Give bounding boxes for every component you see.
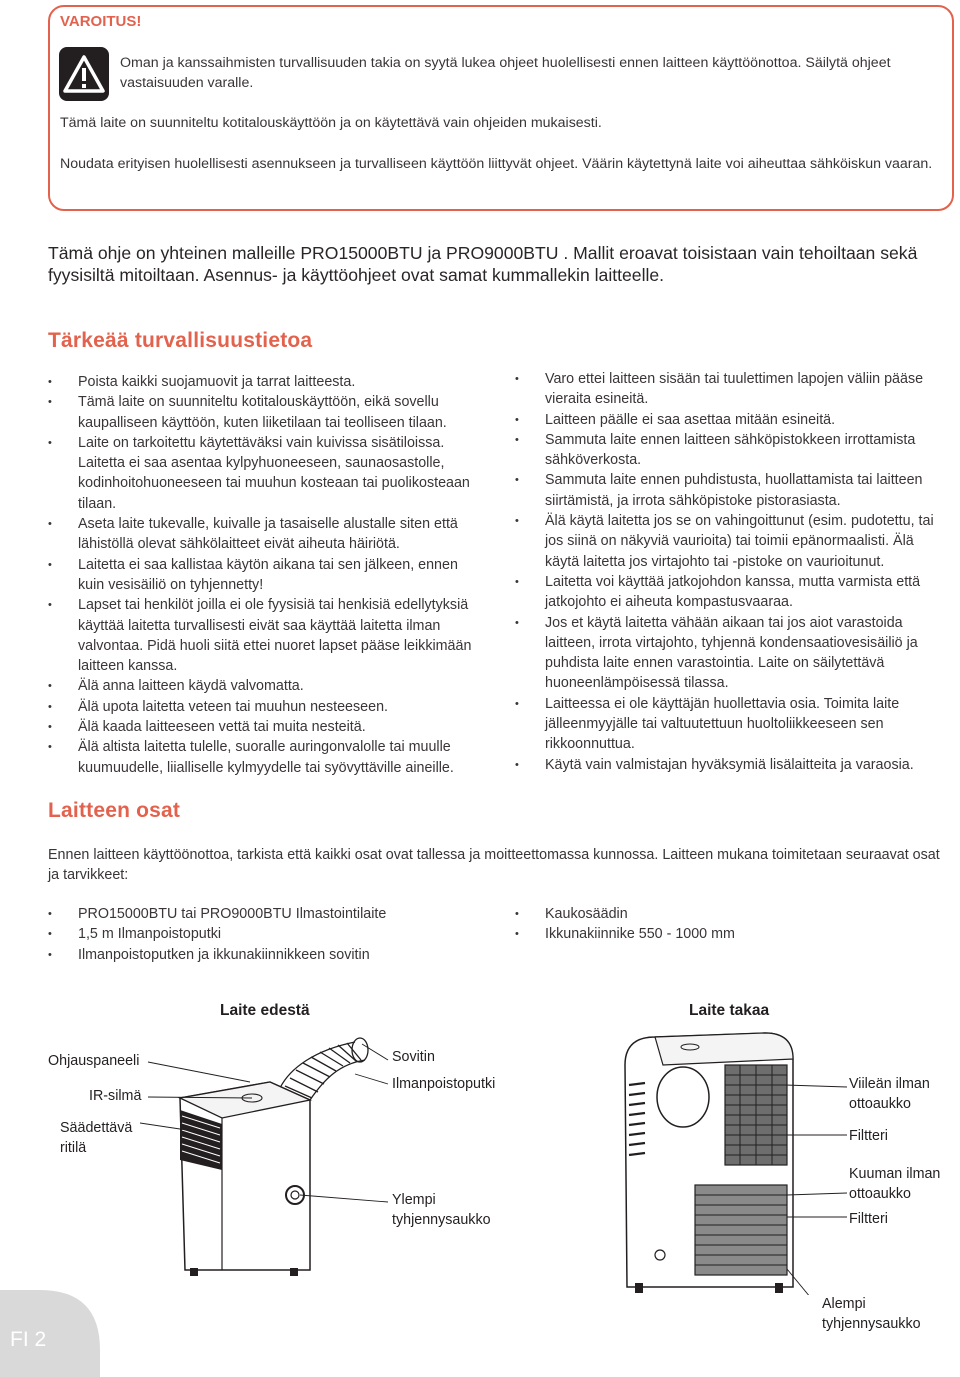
list-item: • Laite on tarkoitettu käytettäväksi vain kuivissa sisätiloissa. Laitetta ei saa asentaa kylpyhuoneeseen, saunaosastolle, kodinhoitohuoneeseen tai muuhun kosteaan tai puolikosteaan tilaan. [48,433,484,514]
parts-intro: Ennen laitteen käyttöönottoa, tarkista että kaikki osat ovat tallessa ja moitteettomassa kunnossa. Laitteen mukana toimitetaan seuraavat osat ja tarvikkeet: [48,847,940,883]
label-lower-drain: Alempi tyhjennysaukko [822,1296,921,1332]
parts-list-right [515,904,935,945]
label-filter-1: Filtteri [849,1128,888,1144]
list-item: • Ilmanpoistoputken ja ikkunakiinnikkeen sovitin [48,945,488,965]
list-item: • Varo ettei laitteen sisään tai tuulettimen lapojen väliin pääse vieraita esineitä. [515,369,940,410]
warning-paragraph-2: Tämä laite on suunniteltu kotitalouskäyttöön ja on käytettävä vain ohjeiden mukaisesti. [60,115,602,131]
list-item: • Aseta laite tukevalle, kuivalle ja tasaiselle alustalle siten että lähistöllä olevat sähkölaitteet eivät aiheuta häiriötä. [48,514,484,555]
label-upper-drain: Ylempi tyhjennysaukko [392,1192,491,1228]
list-item: • Älä altista laitetta tulelle, suoralle auringonvalolle tai muulle kuumuudelle, liialliselle kylmyydelle tai syövyttäville aineille. [48,737,484,757]
front-unit-illustration [140,1020,400,1280]
list-item: • Jos et käytä laitetta vähään aikaan tai jos aiot varastoida laitteen, irrota virtajohto, tyhjennä kondensaatiovesisäiliö ja puhdista laite ennen varastointia. Laite on säilytettävä huoneenlämpöisessä tilassa. [515,613,940,694]
back-unit-illustration [615,1025,855,1295]
list-item: • 1,5 m Ilmanpoistoputki [48,924,488,944]
warning-title: VAROITUS! [60,13,142,30]
intro-paragraph: Tämä ohje on yhteinen malleille PRO15000BTU ja PRO9000BTU . Mallit eroavat toisistaan vain tehoiltaan sekä fyysisiltä mitoiltaan. Asennus- ja käyttöohjeet ovat samat kummallekin laitteelle. [48,243,918,285]
warning-paragraph-3: Noudata erityisen huolellisesti asennukseen ja turvalliseen käyttöön liittyvät ohjeet. Väärin käytettynä laite voi aiheuttaa sähköiskun vaaran. [60,156,933,172]
back-figure-title: Laite takaa [689,1002,770,1019]
label-adjustable-grille: Säädettävä ritilä [60,1120,133,1156]
safety-list-left [48,372,484,776]
list-item: • Tämä laite on suunniteltu kotitalouskäyttöön, eikä sovellu kaupalliseen käyttöön, kuten liiketilaan tai teolliseen tilaan. [48,392,484,433]
list-item: • Poista kaikki suojamuovit ja tarrat laitteesta. [48,372,484,392]
front-figure-title: Laite edestä [220,1002,310,1019]
label-hot-air-intake: Kuuman ilman ottoaukko [849,1166,941,1202]
label-adapter: Sovitin [392,1049,435,1065]
label-cool-air-intake: Viileän ilman ottoaukko [849,1076,930,1112]
list-item: • Käytä vain valmistajan hyväksymiä lisälaitteita ja varaosia. [515,755,940,775]
safety-heading: Tärkeää turvallisuustietoa [48,329,313,352]
list-item: • Laitteessa ei ole käyttäjän huollettavia osia. Toimita laite jälleenmyyjälle tai valtuutettuun huoltoliikkeeseen sen rikkoonnuttua. [515,694,940,755]
label-ir-eye: IR-silmä [89,1088,142,1104]
list-item: • Sammuta laite ennen laitteen sähköpistokkeen irrottamista sähköverkosta. [515,430,940,471]
list-item: • Älä käytä laitetta jos se on vahingoittunut (esim. pudotettu, tai jos siinä on näkyviä vaurioita) tai toimii epänormaalisti. Älä käytä laitetta jos virtajohto tai -pistoke on vaurioitunut. [515,511,940,572]
warning-paragraph-1: Oman ja kanssaihmisten turvallisuuden takia on syytä lukea ohjeet huolellisesti ennen laitteen käyttöönottoa. Säilytä ohjeet vastaisuuden varalle. [120,55,891,91]
label-exhaust-hose: Ilmanpoistoputki [392,1076,496,1092]
label-filter-2: Filtteri [849,1211,888,1227]
parts-heading: Laitteen osat [48,799,181,822]
list-item: • Laitetta ei saa kallistaa käytön aikana tai sen jälkeen, ennen kuin vesisäiliö on tyhjennetty! [48,555,484,596]
list-item: • Laitetta voi käyttää jatkojohdon kanssa, mutta varmista että jatkojohto ei aiheuta kompastusvaaraa. [515,572,940,613]
list-item: • Sammuta laite ennen puhdistusta, huollattamista tai laitteen siirtämistä, ja irrota sähköpistoke pistorasiasta. [515,470,940,511]
parts-list-left [48,904,488,965]
list-item: • Älä kaada laitteeseen vettä tai muita nesteitä. [48,717,484,737]
list-item: • Kaukosäädin [515,904,935,924]
safety-list-right [515,369,940,775]
warning-box [48,5,954,211]
list-item: • PRO15000BTU tai PRO9000BTU Ilmastointilaite [48,904,488,924]
list-item: • Älä anna laitteen käydä valvomatta. [48,676,484,696]
label-control-panel: Ohjauspaneeli [48,1053,140,1069]
list-item: • Lapset tai henkilöt joilla ei ole fyysisiä tai henkisiä edellytyksiä käyttää laitetta turvallisesti eivät saa käyttää laitetta ilman valvontaa. Pidä huoli siitä ettei nuoret lapset pääse leikkimään laitteen kanssa. [48,595,484,676]
list-item: • Laitteen päälle ei saa asettaa mitään esineitä. [515,410,940,430]
page-number: FI 2 [10,1328,47,1351]
list-item: • Älä upota laitetta veteen tai muuhun nesteeseen. [48,697,484,717]
warning-triangle-icon [59,47,109,101]
list-item: • Ikkunakiinnike 550 - 1000 mm [515,924,935,944]
